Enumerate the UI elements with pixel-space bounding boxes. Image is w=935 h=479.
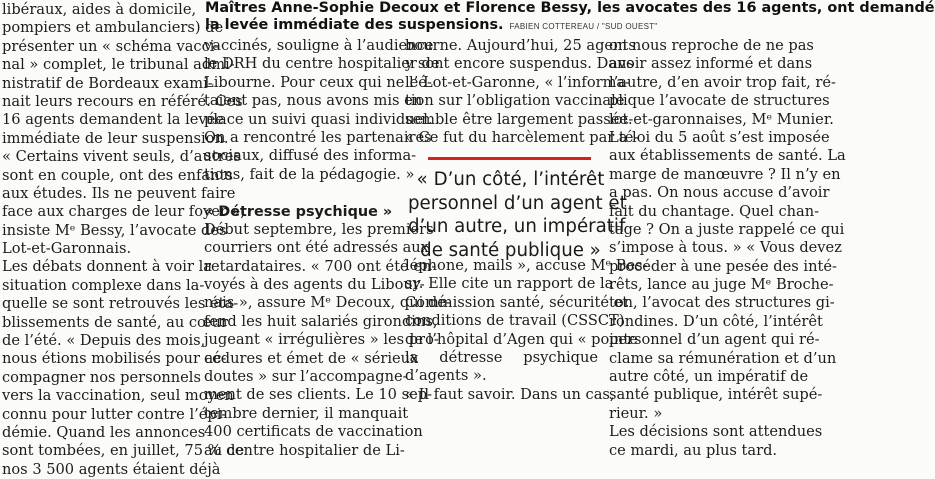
text-line: Commission santé, sécurité et [405, 293, 629, 311]
pull-quote-line: de santé publique » [420, 239, 601, 261]
pull-quote-line: personnel d’un agent et [408, 192, 627, 214]
pull-quote-line: « D’un côté, l’intérêt [416, 169, 605, 190]
caption-line-1: Maîtres Anne-Sophie Decoux et Florence Bessy, les avocates des 16 agents, ont demandé [205, 0, 935, 16]
text-line: vers la vaccination, seul moyen [2, 387, 234, 405]
text-line: compagner nos personnels [2, 368, 201, 386]
text-line: bourne. Aujourd’hui, 25 agents [405, 37, 636, 54]
text-line: aux établissements de santé. La [609, 147, 846, 165]
text-line: ment de ses clients. Le 10 sep- [204, 386, 432, 404]
text-line: ton, l’avocat des structures gi- [609, 294, 835, 312]
text-line: conditions de travail (CSSCT) [405, 312, 625, 330]
text-line: nous étions mobilisés pour ac- [2, 350, 227, 368]
text-line: y sont encore suspendus. Dans [405, 55, 634, 73]
text-line: aux études. Ils ne peuvent faire [2, 184, 236, 202]
text-line: plique l’avocate de structures [609, 92, 830, 110]
text-line: procéder à une pesée des inté- [609, 257, 837, 275]
text-line: taient pas, nous avons mis en [204, 92, 423, 110]
text-line: La loi du 5 août s’est imposée [609, 128, 830, 146]
text-line: courriers ont été adressés aux [204, 239, 429, 257]
text-line: immédiate de leur suspension. [2, 129, 229, 147]
text-line: face aux charges de leur foyer », [2, 203, 246, 221]
caption-line-2 [205, 17, 800, 35]
text-line: Lot-et-Garonnais. [2, 240, 132, 258]
text-line: Les débats donnent à voir la [2, 258, 212, 276]
text-line: démie. Quand les annonces [2, 423, 206, 441]
text-line: « Certains vivent seuls, d’autres [2, 148, 241, 166]
text-line: vaccinés, souligne à l’audience [204, 37, 434, 54]
text-line: jugeant « irrégulières » les pro- [204, 331, 439, 349]
text-line: rêts, lance au juge Mᵉ Broche- [609, 276, 834, 294]
text-line: fend les huit salariés girondins, [204, 312, 438, 330]
article-column-4 [609, 37, 846, 460]
text-line: a pas. On nous accuse d’avoir [609, 184, 830, 202]
text-line: Début septembre, les premiers [204, 220, 434, 238]
text-line: on nous reproche de ne pas [609, 37, 814, 54]
text-line: santé publique, intérêt supé- [609, 386, 823, 404]
text-line: blissements de santé, au cœur [2, 313, 228, 331]
text-line: s’impose à tous. » « Vous devez [609, 239, 842, 257]
text-line: « Il faut savoir. Dans un cas, [405, 385, 615, 403]
text-line: léphone, mails », accuse Mᵉ Bes- [405, 257, 648, 274]
text-line: nos 3 500 agents étaient déjà [2, 460, 221, 478]
text-line: nait leurs recours en référé. Ces [2, 92, 243, 110]
text-line: ce mardi, au plus tard. [609, 441, 778, 459]
text-line: nal » complet, le tribunal admi- [2, 56, 235, 74]
text-line: l’autre, d’en avoir trop fait, ré- [609, 73, 836, 91]
text-line: « Ce fut du harcèlement par té- [405, 128, 639, 146]
text-line: personnel d’un agent qui ré- [609, 331, 820, 349]
text-line: rieur. » [609, 404, 663, 422]
text-line: place un suivi quasi individuel. [204, 110, 433, 128]
text-line: libéraux, aides à domicile, [2, 1, 197, 18]
text-line: sont tombées, en juillet, 75 % de [2, 442, 245, 460]
text-line: marge de manœuvre ? Il n’y en [609, 165, 841, 183]
text-line: pompiers et ambulanciers) de [2, 19, 224, 37]
text-line: semble être largement passée. [405, 110, 633, 128]
caption-line-2-text: la levée immédiate des suspensions. [205, 17, 504, 33]
text-line: Les décisions sont attendues [609, 423, 823, 441]
pull-quote-line: d’un autre, un impératif [408, 216, 626, 238]
text-line: présenter un « schéma vacci- [2, 37, 220, 55]
text-line: fait du chantage. Quel chan- [609, 202, 820, 220]
text-line: la détresse psychique [405, 348, 598, 366]
text-line: nais », assure Mᵉ Decoux, qui dé- [204, 294, 451, 312]
text-line: insiste Mᵉ Bessy, l’avocate des [2, 221, 227, 239]
text-line: 16 agents demandent la levée [2, 111, 224, 129]
text-line: de l’été. « Depuis des mois, [2, 332, 206, 350]
text-line: rondines. D’un côté, l’intérêt [609, 312, 823, 330]
text-line: de l’hôpital d’Agen qui « pointe [405, 330, 638, 348]
text-line: d’agents ». [405, 367, 487, 385]
text-line: doutes » sur l’accompagne- [204, 368, 408, 386]
text-line: tion sur l’obligation vaccinale [405, 92, 625, 110]
text-line: voyés à des agents du Libour- [204, 276, 425, 294]
text-line: tembre dernier, il manquait [204, 404, 409, 422]
text-line: lot-et-garonnaises, Mᵉ Munier. [609, 110, 834, 128]
text-line [204, 184, 396, 202]
text-line: clame sa rémunération et d’un [609, 349, 837, 367]
text-line: autre côté, un impératif de [609, 368, 809, 386]
text-line: au centre hospitalier de Li- [204, 441, 405, 459]
text-line: avoir assez informé et dans [609, 55, 813, 73]
text-line: On a rencontré les partenaires [204, 128, 432, 146]
text-line: 400 certificats de vaccination [204, 423, 423, 441]
photo-credit: FABIEN COTTEREAU / "SUD OUEST" [509, 22, 658, 31]
text-line: tions, fait de la pédagogie. » [204, 165, 415, 183]
text-line: Libourne. Pour ceux qui ne l’é- [204, 73, 432, 91]
photo-caption [205, 0, 935, 35]
text-line: situation complexe dans la- [2, 276, 205, 294]
pull-quote [408, 168, 627, 262]
text-line: cédures et émet de « sérieux [204, 349, 419, 367]
text-line: le Lot-et-Garonne, « l’informa- [405, 73, 631, 91]
article-column-1 [2, 1, 246, 479]
article-column-3-top [405, 37, 639, 147]
text-line: retardataires. « 700 ont été en- [204, 257, 437, 275]
text-line: sociaux, diffusé des informa- [204, 147, 417, 165]
article-column-3-bottom [405, 257, 648, 404]
text-line: le DRH du centre hospitalier de [204, 55, 440, 73]
text-line: nistratif de Bordeaux exami- [2, 74, 213, 92]
subheading: « Détresse psychique » [204, 203, 393, 220]
text-line: sont en couple, ont des enfants [2, 166, 233, 184]
text-line: tage ? On a juste rappelé ce qui [609, 220, 845, 238]
text-line: sy. Elle cite un rapport de la [405, 275, 614, 293]
text-line: quelle se sont retrouvés les éta- [2, 295, 239, 313]
text-line: connu pour lutter contre l’épi- [2, 405, 227, 423]
pull-quote-rule [428, 157, 591, 160]
